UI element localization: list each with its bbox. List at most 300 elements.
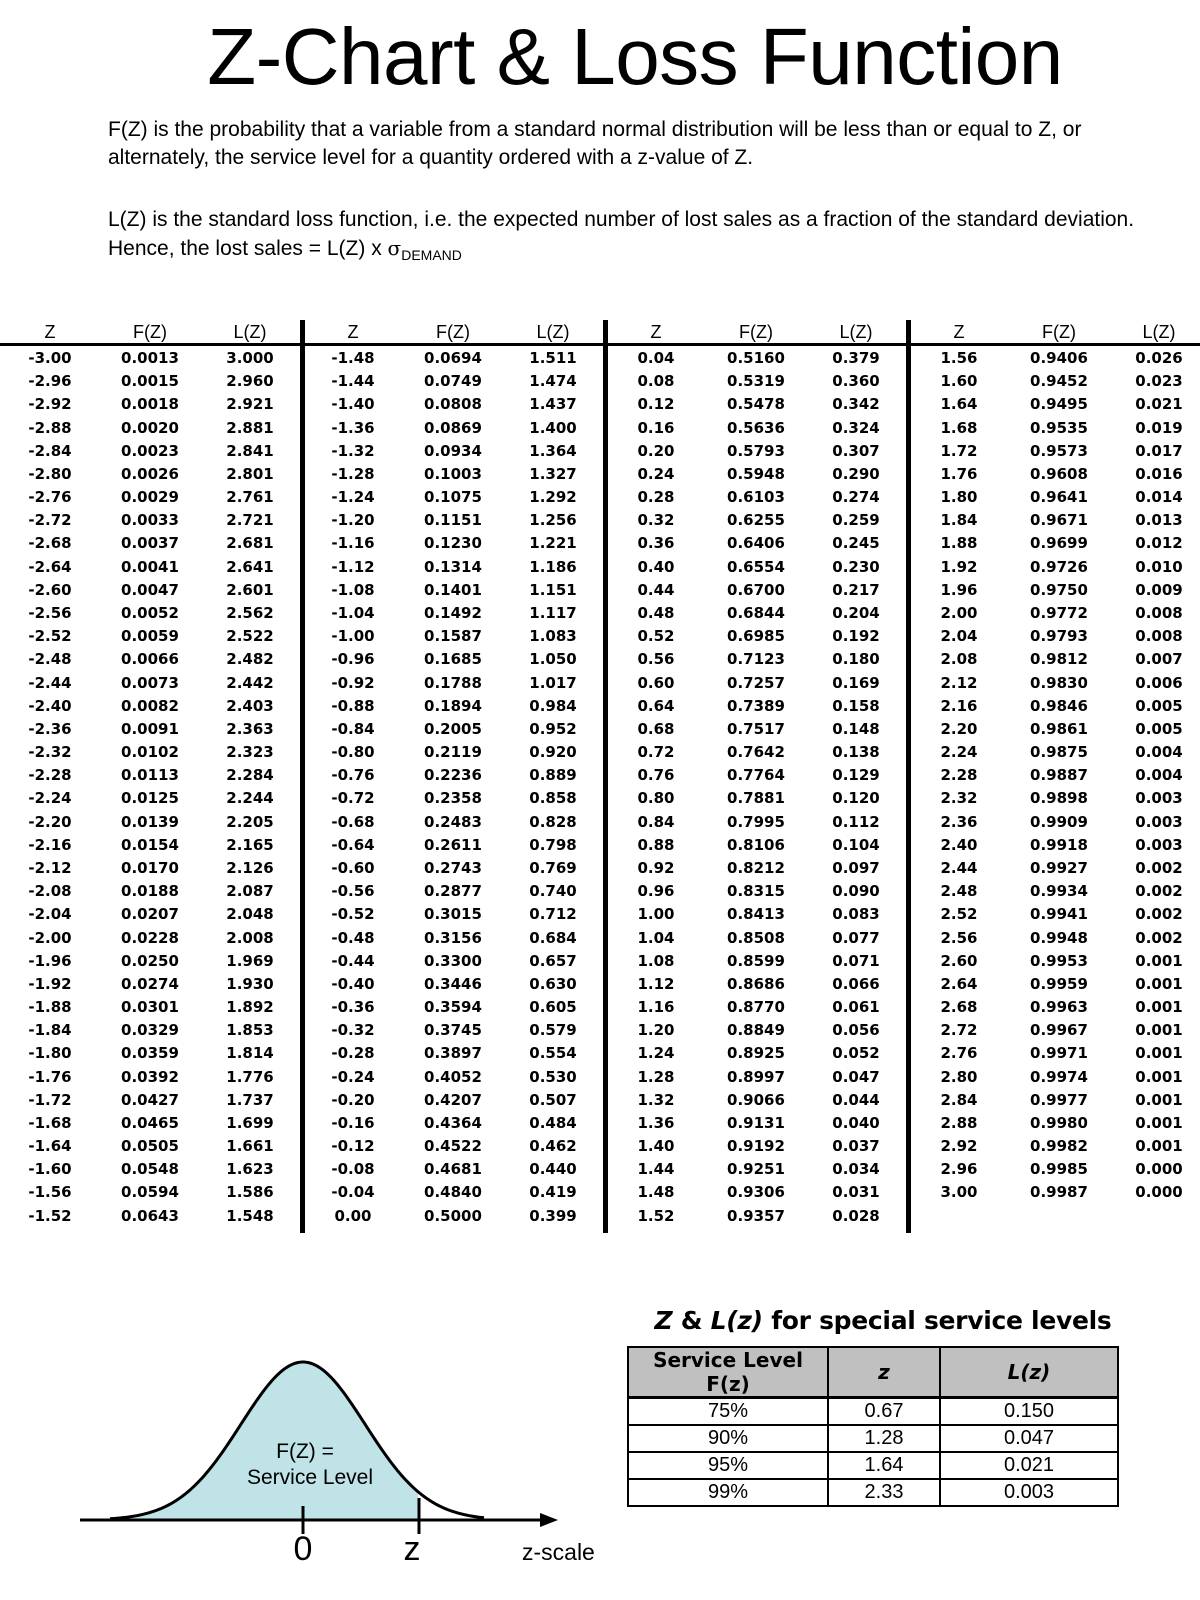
cell-fz: 0.0274 <box>121 974 179 993</box>
cell-lz: 0.712 <box>529 905 577 924</box>
cell-lz: 0.016 <box>1135 464 1183 483</box>
cell-lz: 0.010 <box>1135 557 1183 576</box>
cell-z: -2.24 <box>28 789 72 808</box>
cell-lz: 2.205 <box>226 812 274 831</box>
cell-z: -1.72 <box>28 1090 72 1109</box>
cell-lz: 0.399 <box>529 1206 577 1225</box>
cell-lz: 2.681 <box>226 534 274 553</box>
cell-fz: 0.4840 <box>424 1183 482 1202</box>
cell-lz: 0.798 <box>529 835 577 854</box>
cell-fz: 0.9959 <box>1030 974 1088 993</box>
cell-fz: 0.6700 <box>727 580 785 599</box>
cell-fz: 0.9573 <box>1030 441 1088 460</box>
cell-lz: 0.684 <box>529 928 577 947</box>
cell-z: -0.76 <box>331 766 375 785</box>
cell-fz: 0.0026 <box>121 464 179 483</box>
area-label-line1: F(Z) = <box>276 1440 334 1463</box>
cell-lz: 2.482 <box>226 650 274 669</box>
cell-z: -0.60 <box>331 858 375 877</box>
sigma-symbol: σ <box>387 236 402 260</box>
cell-lz: 0.828 <box>529 812 577 831</box>
z-tick-label: z <box>403 1530 421 1568</box>
cell-lz: 0.001 <box>1135 998 1183 1017</box>
sl-cell-z: 1.28 <box>828 1425 940 1452</box>
special-service-levels-title <box>626 1306 1140 1335</box>
cell-z: -1.12 <box>331 557 375 576</box>
cell-fz: 0.2483 <box>424 812 482 831</box>
cell-fz: 0.1314 <box>424 557 482 576</box>
cell-z: 0.76 <box>637 766 675 785</box>
cell-lz: 0.290 <box>832 464 880 483</box>
cell-fz: 0.9909 <box>1030 812 1088 831</box>
cell-z: -1.60 <box>28 1160 72 1179</box>
cell-lz: 1.221 <box>529 534 577 553</box>
cell-fz: 0.4052 <box>424 1067 482 1086</box>
cell-lz: 2.801 <box>226 464 274 483</box>
cell-fz: 0.6554 <box>727 557 785 576</box>
cell-fz: 0.0015 <box>121 372 179 391</box>
sl-row <box>628 1425 1118 1452</box>
cell-z: -1.28 <box>331 464 375 483</box>
cell-fz: 0.0869 <box>424 418 482 437</box>
cell-lz: 0.003 <box>1135 789 1183 808</box>
cell-fz: 0.0170 <box>121 858 179 877</box>
title-amp: & <box>672 1306 711 1335</box>
cell-z: 1.32 <box>637 1090 675 1109</box>
cell-z: 0.20 <box>637 441 675 460</box>
cell-lz: 0.889 <box>529 766 577 785</box>
header-lz-block-4: L(Z) <box>1142 322 1176 342</box>
cell-fz: 0.9641 <box>1030 488 1088 507</box>
cell-z: 1.60 <box>940 372 978 391</box>
cell-fz: 0.3594 <box>424 998 482 1017</box>
cell-lz: 0.984 <box>529 696 577 715</box>
cell-lz: 0.000 <box>1135 1160 1183 1179</box>
cell-fz: 0.1230 <box>424 534 482 553</box>
cell-lz: 0.066 <box>832 974 880 993</box>
cell-fz: 0.0207 <box>121 905 179 924</box>
cell-lz: 0.008 <box>1135 627 1183 646</box>
cell-z: -0.28 <box>331 1044 375 1063</box>
cell-lz: 1.699 <box>226 1113 274 1132</box>
sl-cell-lz: 0.003 <box>940 1479 1118 1506</box>
header-lz-block-2: L(Z) <box>536 322 570 342</box>
cell-fz: 0.7642 <box>727 743 785 762</box>
cell-z: -1.04 <box>331 603 375 622</box>
cell-lz: 0.017 <box>1135 441 1183 460</box>
cell-z: 1.64 <box>940 395 978 414</box>
column-divider <box>300 320 305 1233</box>
cell-lz: 0.019 <box>1135 418 1183 437</box>
cell-z: -2.84 <box>28 441 72 460</box>
cell-z: 1.84 <box>940 511 978 530</box>
cell-lz: 0.112 <box>832 812 880 831</box>
cell-fz: 0.9941 <box>1030 905 1088 924</box>
cell-lz: 1.292 <box>529 488 577 507</box>
cell-fz: 0.9963 <box>1030 998 1088 1017</box>
cell-lz: 0.047 <box>832 1067 880 1086</box>
cell-z: 0.84 <box>637 812 675 831</box>
cell-lz: 1.853 <box>226 1021 274 1040</box>
cell-z: -2.32 <box>28 743 72 762</box>
cell-lz: 0.104 <box>832 835 880 854</box>
cell-z: 1.36 <box>637 1113 675 1132</box>
sl-cell-level: 90% <box>628 1425 828 1452</box>
cell-lz: 0.554 <box>529 1044 577 1063</box>
cell-z: 1.80 <box>940 488 978 507</box>
cell-fz: 0.8599 <box>727 951 785 970</box>
cell-fz: 0.0082 <box>121 696 179 715</box>
cell-lz: 0.507 <box>529 1090 577 1109</box>
cell-lz: 1.737 <box>226 1090 274 1109</box>
cell-fz: 0.9861 <box>1030 719 1088 738</box>
cell-z: -1.92 <box>28 974 72 993</box>
cell-z: -1.56 <box>28 1183 72 1202</box>
cell-fz: 0.0228 <box>121 928 179 947</box>
cell-fz: 0.5319 <box>727 372 785 391</box>
cell-fz: 0.6985 <box>727 627 785 646</box>
cell-z: 2.04 <box>940 627 978 646</box>
cell-z: 2.56 <box>940 928 978 947</box>
cell-z: 2.72 <box>940 1021 978 1040</box>
cell-lz: 2.841 <box>226 441 274 460</box>
cell-lz: 0.001 <box>1135 1113 1183 1132</box>
cell-z: 0.36 <box>637 534 675 553</box>
cell-fz: 0.0073 <box>121 673 179 692</box>
cell-z: -2.48 <box>28 650 72 669</box>
cell-z: 0.12 <box>637 395 675 414</box>
cell-fz: 0.0041 <box>121 557 179 576</box>
cell-z: 0.68 <box>637 719 675 738</box>
cell-lz: 2.522 <box>226 627 274 646</box>
cell-fz: 0.4522 <box>424 1137 482 1156</box>
header-z-block-1: Z <box>44 322 56 342</box>
cell-lz: 0.000 <box>1135 1183 1183 1202</box>
cell-lz: 0.769 <box>529 858 577 877</box>
cell-fz: 0.8997 <box>727 1067 785 1086</box>
cell-fz: 0.0749 <box>424 372 482 391</box>
cell-fz: 0.0643 <box>121 1206 179 1225</box>
cell-lz: 0.148 <box>832 719 880 738</box>
cell-lz: 0.274 <box>832 488 880 507</box>
cell-z: -0.44 <box>331 951 375 970</box>
cell-z: -1.64 <box>28 1137 72 1156</box>
service-level-area <box>110 1362 419 1520</box>
cell-z: 1.88 <box>940 534 978 553</box>
cell-lz: 1.661 <box>226 1137 274 1156</box>
cell-lz: 0.071 <box>832 951 880 970</box>
cell-lz: 0.001 <box>1135 1067 1183 1086</box>
cell-fz: 0.3897 <box>424 1044 482 1063</box>
cell-z: -0.52 <box>331 905 375 924</box>
cell-fz: 0.0505 <box>121 1137 179 1156</box>
cell-lz: 2.721 <box>226 511 274 530</box>
cell-z: -0.32 <box>331 1021 375 1040</box>
cell-fz: 0.0188 <box>121 882 179 901</box>
cell-lz: 0.023 <box>1135 372 1183 391</box>
cell-fz: 0.9131 <box>727 1113 785 1132</box>
cell-fz: 0.0329 <box>121 1021 179 1040</box>
header-fz-block-4: F(Z) <box>1042 322 1076 342</box>
cell-lz: 0.657 <box>529 951 577 970</box>
cell-fz: 0.7517 <box>727 719 785 738</box>
cell-lz: 0.014 <box>1135 488 1183 507</box>
cell-z: 1.20 <box>637 1021 675 1040</box>
cell-fz: 0.3745 <box>424 1021 482 1040</box>
cell-z: 2.60 <box>940 951 978 970</box>
cell-lz: 0.342 <box>832 395 880 414</box>
cell-fz: 0.1587 <box>424 627 482 646</box>
cell-fz: 0.9977 <box>1030 1090 1088 1109</box>
cell-lz: 2.126 <box>226 858 274 877</box>
cell-z: 2.68 <box>940 998 978 1017</box>
cell-fz: 0.5948 <box>727 464 785 483</box>
header-fz-block-2: F(Z) <box>436 322 470 342</box>
cell-z: -0.96 <box>331 650 375 669</box>
cell-lz: 1.364 <box>529 441 577 460</box>
cell-lz: 1.151 <box>529 580 577 599</box>
cell-z: -0.12 <box>331 1137 375 1156</box>
cell-fz: 0.9406 <box>1030 349 1088 367</box>
cell-lz: 0.920 <box>529 743 577 762</box>
cell-lz: 0.004 <box>1135 766 1183 785</box>
cell-lz: 2.881 <box>226 418 274 437</box>
cell-fz: 0.9251 <box>727 1160 785 1179</box>
cell-lz: 0.028 <box>832 1206 880 1225</box>
cell-z: -1.52 <box>28 1206 72 1225</box>
cell-lz: 1.186 <box>529 557 577 576</box>
cell-z: -0.92 <box>331 673 375 692</box>
cell-fz: 0.0102 <box>121 743 179 762</box>
cell-lz: 1.586 <box>226 1183 274 1202</box>
sl-cell-lz: 0.047 <box>940 1425 1118 1452</box>
cell-fz: 0.6255 <box>727 511 785 530</box>
cell-fz: 0.9726 <box>1030 557 1088 576</box>
cell-z: -2.20 <box>28 812 72 831</box>
cell-z: -1.20 <box>331 511 375 530</box>
cell-fz: 0.8212 <box>727 858 785 877</box>
cell-z: -1.88 <box>28 998 72 1017</box>
cell-lz: 0.858 <box>529 789 577 808</box>
cell-fz: 0.0359 <box>121 1044 179 1063</box>
cell-fz: 0.9495 <box>1030 395 1088 414</box>
cell-lz: 1.083 <box>529 627 577 646</box>
header-rule <box>0 343 1200 346</box>
cell-fz: 0.1151 <box>424 511 482 530</box>
cell-fz: 0.9971 <box>1030 1044 1088 1063</box>
cell-fz: 0.0029 <box>121 488 179 507</box>
cell-lz: 2.761 <box>226 488 274 507</box>
cell-fz: 0.0020 <box>121 418 179 437</box>
cell-z: 2.08 <box>940 650 978 669</box>
cell-z: 2.44 <box>940 858 978 877</box>
cell-lz: 1.623 <box>226 1160 274 1179</box>
cell-lz: 0.040 <box>832 1113 880 1132</box>
cell-lz: 0.003 <box>1135 812 1183 831</box>
cell-z: -2.08 <box>28 882 72 901</box>
cell-lz: 2.165 <box>226 835 274 854</box>
cell-fz: 0.9875 <box>1030 743 1088 762</box>
cell-lz: 0.379 <box>832 349 880 367</box>
header-z-block-4: Z <box>953 322 965 342</box>
cell-fz: 0.1075 <box>424 488 482 507</box>
cell-lz: 0.005 <box>1135 719 1183 738</box>
z-scale-label: z-scale <box>522 1539 595 1565</box>
cell-z: -2.68 <box>28 534 72 553</box>
cell-z: -2.96 <box>28 372 72 391</box>
cell-fz: 0.9898 <box>1030 789 1088 808</box>
cell-fz: 0.5478 <box>727 395 785 414</box>
cell-fz: 0.7995 <box>727 812 785 831</box>
axis-arrowhead <box>540 1513 558 1527</box>
sl-cell-z: 2.33 <box>828 1479 940 1506</box>
sl-cell-level: 75% <box>628 1398 828 1426</box>
cell-lz: 0.005 <box>1135 696 1183 715</box>
cell-z: -0.04 <box>331 1183 375 1202</box>
cell-lz: 0.307 <box>832 441 880 460</box>
cell-lz: 2.921 <box>226 395 274 414</box>
cell-lz: 0.952 <box>529 719 577 738</box>
cell-z: 0.52 <box>637 627 675 646</box>
cell-fz: 0.4364 <box>424 1113 482 1132</box>
cell-z: 0.40 <box>637 557 675 576</box>
cell-fz: 0.2005 <box>424 719 482 738</box>
cell-fz: 0.0013 <box>121 349 179 367</box>
cell-fz: 0.1003 <box>424 464 482 483</box>
cell-z: 2.20 <box>940 719 978 738</box>
cell-z: -2.52 <box>28 627 72 646</box>
cell-lz: 0.245 <box>832 534 880 553</box>
cell-lz: 0.360 <box>832 372 880 391</box>
cell-z: -2.28 <box>28 766 72 785</box>
cell-z: -1.68 <box>28 1113 72 1132</box>
header-z-block-2: Z <box>347 322 359 342</box>
title-z: Z <box>654 1306 673 1335</box>
cell-lz: 2.562 <box>226 603 274 622</box>
cell-lz: 1.050 <box>529 650 577 669</box>
cell-fz: 0.9671 <box>1030 511 1088 530</box>
cell-z: -0.68 <box>331 812 375 831</box>
cell-z: 0.60 <box>637 673 675 692</box>
cell-lz: 0.462 <box>529 1137 577 1156</box>
cell-fz: 0.1401 <box>424 580 482 599</box>
cell-lz: 0.002 <box>1135 858 1183 877</box>
sl-header-row <box>628 1347 1118 1398</box>
cell-lz: 0.012 <box>1135 534 1183 553</box>
cell-lz: 0.002 <box>1135 905 1183 924</box>
cell-lz: 1.256 <box>529 511 577 530</box>
cell-fz: 0.1685 <box>424 650 482 669</box>
cell-z: 0.72 <box>637 743 675 762</box>
cell-z: 0.32 <box>637 511 675 530</box>
cell-lz: 1.814 <box>226 1044 274 1063</box>
cell-fz: 0.9608 <box>1030 464 1088 483</box>
cell-lz: 2.087 <box>226 882 274 901</box>
cell-z: 2.88 <box>940 1113 978 1132</box>
cell-lz: 0.158 <box>832 696 880 715</box>
cell-z: 0.96 <box>637 882 675 901</box>
cell-lz: 2.442 <box>226 673 274 692</box>
cell-z: -1.96 <box>28 951 72 970</box>
cell-z: 3.00 <box>940 1183 978 1202</box>
cell-lz: 0.440 <box>529 1160 577 1179</box>
cell-lz: 0.001 <box>1135 974 1183 993</box>
cell-z: 2.24 <box>940 743 978 762</box>
cell-fz: 0.5160 <box>727 349 785 367</box>
cell-fz: 0.3300 <box>424 951 482 970</box>
cell-z: -2.04 <box>28 905 72 924</box>
cell-z: -2.72 <box>28 511 72 530</box>
header-lz-block-1: L(Z) <box>233 322 267 342</box>
cell-fz: 0.9918 <box>1030 835 1088 854</box>
cell-lz: 2.244 <box>226 789 274 808</box>
header-z-block-3: Z <box>650 322 662 342</box>
cell-fz: 0.2119 <box>424 743 482 762</box>
cell-fz: 0.8925 <box>727 1044 785 1063</box>
cell-lz: 0.138 <box>832 743 880 762</box>
cell-lz: 3.000 <box>226 349 274 367</box>
cell-lz: 0.097 <box>832 858 880 877</box>
cell-fz: 0.8508 <box>727 928 785 947</box>
cell-z: 2.12 <box>940 673 978 692</box>
cell-fz: 0.6103 <box>727 488 785 507</box>
cell-lz: 0.204 <box>832 603 880 622</box>
cell-z: 1.76 <box>940 464 978 483</box>
cell-z: -2.36 <box>28 719 72 738</box>
cell-z: -1.80 <box>28 1044 72 1063</box>
cell-z: -1.24 <box>331 488 375 507</box>
sl-cell-z: 1.64 <box>828 1452 940 1479</box>
cell-fz: 0.0059 <box>121 627 179 646</box>
cell-lz: 1.930 <box>226 974 274 993</box>
cell-z: 0.80 <box>637 789 675 808</box>
cell-z: -0.72 <box>331 789 375 808</box>
cell-fz: 0.9934 <box>1030 882 1088 901</box>
cell-z: -0.88 <box>331 696 375 715</box>
cell-lz: 1.400 <box>529 418 577 437</box>
title-lz: L(z) <box>710 1306 763 1335</box>
cell-lz: 2.601 <box>226 580 274 599</box>
sl-cell-level: 99% <box>628 1479 828 1506</box>
cell-lz: 0.007 <box>1135 650 1183 669</box>
cell-z: -1.16 <box>331 534 375 553</box>
cell-fz: 0.3015 <box>424 905 482 924</box>
cell-lz: 0.021 <box>1135 395 1183 414</box>
cell-lz: 2.403 <box>226 696 274 715</box>
cell-z: 0.04 <box>637 349 675 367</box>
cell-fz: 0.2611 <box>424 835 482 854</box>
title-rest: for special service levels <box>762 1306 1112 1335</box>
cell-fz: 0.0139 <box>121 812 179 831</box>
cell-lz: 0.037 <box>832 1137 880 1156</box>
cell-z: 2.36 <box>940 812 978 831</box>
cell-lz: 1.969 <box>226 951 274 970</box>
cell-z: 1.00 <box>637 905 675 924</box>
cell-lz: 0.230 <box>832 557 880 576</box>
sl-header-lz: L(z) <box>940 1347 1118 1398</box>
cell-z: 1.92 <box>940 557 978 576</box>
cell-z: 1.96 <box>940 580 978 599</box>
cell-z: 0.08 <box>637 372 675 391</box>
cell-lz: 0.008 <box>1135 603 1183 622</box>
cell-z: 1.08 <box>637 951 675 970</box>
cell-fz: 0.0465 <box>121 1113 179 1132</box>
cell-lz: 0.044 <box>832 1090 880 1109</box>
cell-fz: 0.9793 <box>1030 627 1088 646</box>
cell-z: -2.40 <box>28 696 72 715</box>
cell-fz: 0.8686 <box>727 974 785 993</box>
cell-fz: 0.0392 <box>121 1067 179 1086</box>
